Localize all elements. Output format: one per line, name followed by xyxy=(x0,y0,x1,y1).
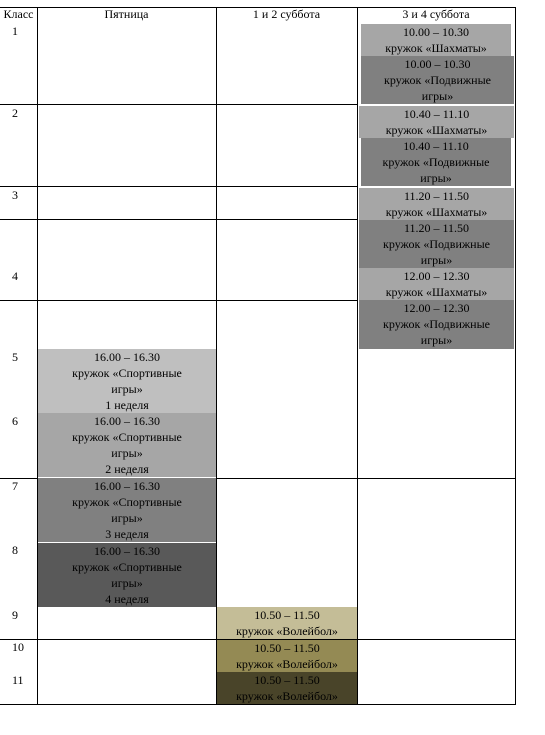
sports-games-week1-block xyxy=(38,349,216,413)
mobile-games-club-block xyxy=(361,56,514,104)
block-title: кружок «Волейбол» xyxy=(236,657,338,671)
sports-games-week3-block xyxy=(38,478,216,542)
block-time: 16.00 – 16.30 xyxy=(94,479,160,493)
volleyball-club-block xyxy=(217,640,357,672)
block-title: кружок «Спортивные xyxy=(72,560,182,574)
block-title-cont: игры» xyxy=(111,576,143,590)
class-number: 8 xyxy=(12,543,18,557)
block-time: 10.40 – 11.10 xyxy=(403,107,470,121)
block-title: кружок «Шахматы» xyxy=(385,285,488,299)
block-title: кружок «Подвижные xyxy=(382,155,490,169)
mobile-games-club-block xyxy=(359,220,514,268)
grid-line-row2 xyxy=(0,104,358,105)
block-time: 10.50 – 11.50 xyxy=(254,608,320,622)
block-title: кружок «Шахматы» xyxy=(385,205,488,219)
mobile-games-club-block xyxy=(361,138,511,186)
block-time: 12.00 – 12.30 xyxy=(403,269,470,283)
mobile-games-club-block xyxy=(359,300,514,349)
block-time: 16.00 – 16.30 xyxy=(94,544,160,558)
block-title: кружок «Волейбол» xyxy=(236,624,338,638)
block-title: кружок «Спортивные xyxy=(72,430,182,444)
block-week: 1 неделя xyxy=(105,398,149,412)
class-number: 3 xyxy=(12,188,18,202)
class-number: 1 xyxy=(12,24,18,38)
block-title: кружок «Подвижные xyxy=(383,317,490,331)
block-title: кружок «Волейбол» xyxy=(236,689,338,703)
header-class: Класс xyxy=(3,7,34,21)
chess-club-block xyxy=(361,24,511,56)
class-number: 11 xyxy=(12,673,24,687)
block-time: 10.00 – 10.30 xyxy=(403,25,469,39)
block-title-cont: игры» xyxy=(421,89,454,103)
block-title-cont: игры» xyxy=(111,382,143,396)
block-title-cont: игры» xyxy=(111,511,143,525)
block-title: кружок «Подвижные xyxy=(383,237,490,251)
sports-games-week2-block xyxy=(38,413,216,477)
grid-line-row4 xyxy=(0,219,358,220)
chess-club-block xyxy=(359,268,514,300)
block-time: 16.00 – 16.30 xyxy=(94,414,160,428)
sports-games-week4-block xyxy=(38,543,216,607)
block-time: 10.50 – 11.50 xyxy=(254,673,320,687)
block-time: 11.20 – 11.50 xyxy=(403,189,470,203)
block-title-cont: игры» xyxy=(420,333,453,347)
class-number: 9 xyxy=(12,608,18,622)
block-title-cont: игры» xyxy=(420,253,453,267)
block-title-cont: игры» xyxy=(420,171,452,185)
block-time: 10.00 – 10.30 xyxy=(404,57,471,71)
volleyball-club-block xyxy=(217,672,357,704)
class-number: 4 xyxy=(12,269,18,283)
volleyball-club-block xyxy=(217,607,357,639)
class-number: 5 xyxy=(12,350,18,364)
block-title: кружок «Шахматы» xyxy=(385,123,488,137)
block-title: кружок «Спортивные xyxy=(72,366,182,380)
block-title: кружок «Подвижные xyxy=(384,73,491,87)
class-number: 7 xyxy=(12,479,18,493)
block-title-cont: игры» xyxy=(111,446,143,460)
chess-club-block xyxy=(359,106,514,138)
block-week: 4 неделя xyxy=(105,592,149,606)
block-title: кружок «Шахматы» xyxy=(385,41,487,55)
header-saturday-1-2: 1 и 2 суббота xyxy=(252,7,321,21)
block-week: 2 неделя xyxy=(105,462,149,476)
block-time: 12.00 – 12.30 xyxy=(403,301,470,315)
grid-col2 xyxy=(216,7,217,704)
header-friday: Пятница xyxy=(104,7,149,21)
grid-bottom-line xyxy=(0,704,516,705)
class-number: 6 xyxy=(12,414,18,428)
block-week: 3 неделя xyxy=(105,527,149,541)
grid-line-row3 xyxy=(0,186,358,187)
header-saturday-3-4: 3 и 4 суббота xyxy=(402,7,470,21)
block-title: кружок «Спортивные xyxy=(72,495,182,509)
class-number: 10 xyxy=(12,640,24,654)
block-time: 10.50 – 11.50 xyxy=(254,641,320,655)
block-time: 11.20 – 11.50 xyxy=(403,221,470,235)
grid-line-row5 xyxy=(0,300,358,301)
grid-col3 xyxy=(357,7,358,704)
block-time: 10.40 – 11.10 xyxy=(403,139,469,153)
class-number: 2 xyxy=(12,106,18,120)
grid-col4 xyxy=(515,7,516,704)
block-time: 16.00 – 16.30 xyxy=(94,350,160,364)
chess-club-block xyxy=(359,188,514,220)
